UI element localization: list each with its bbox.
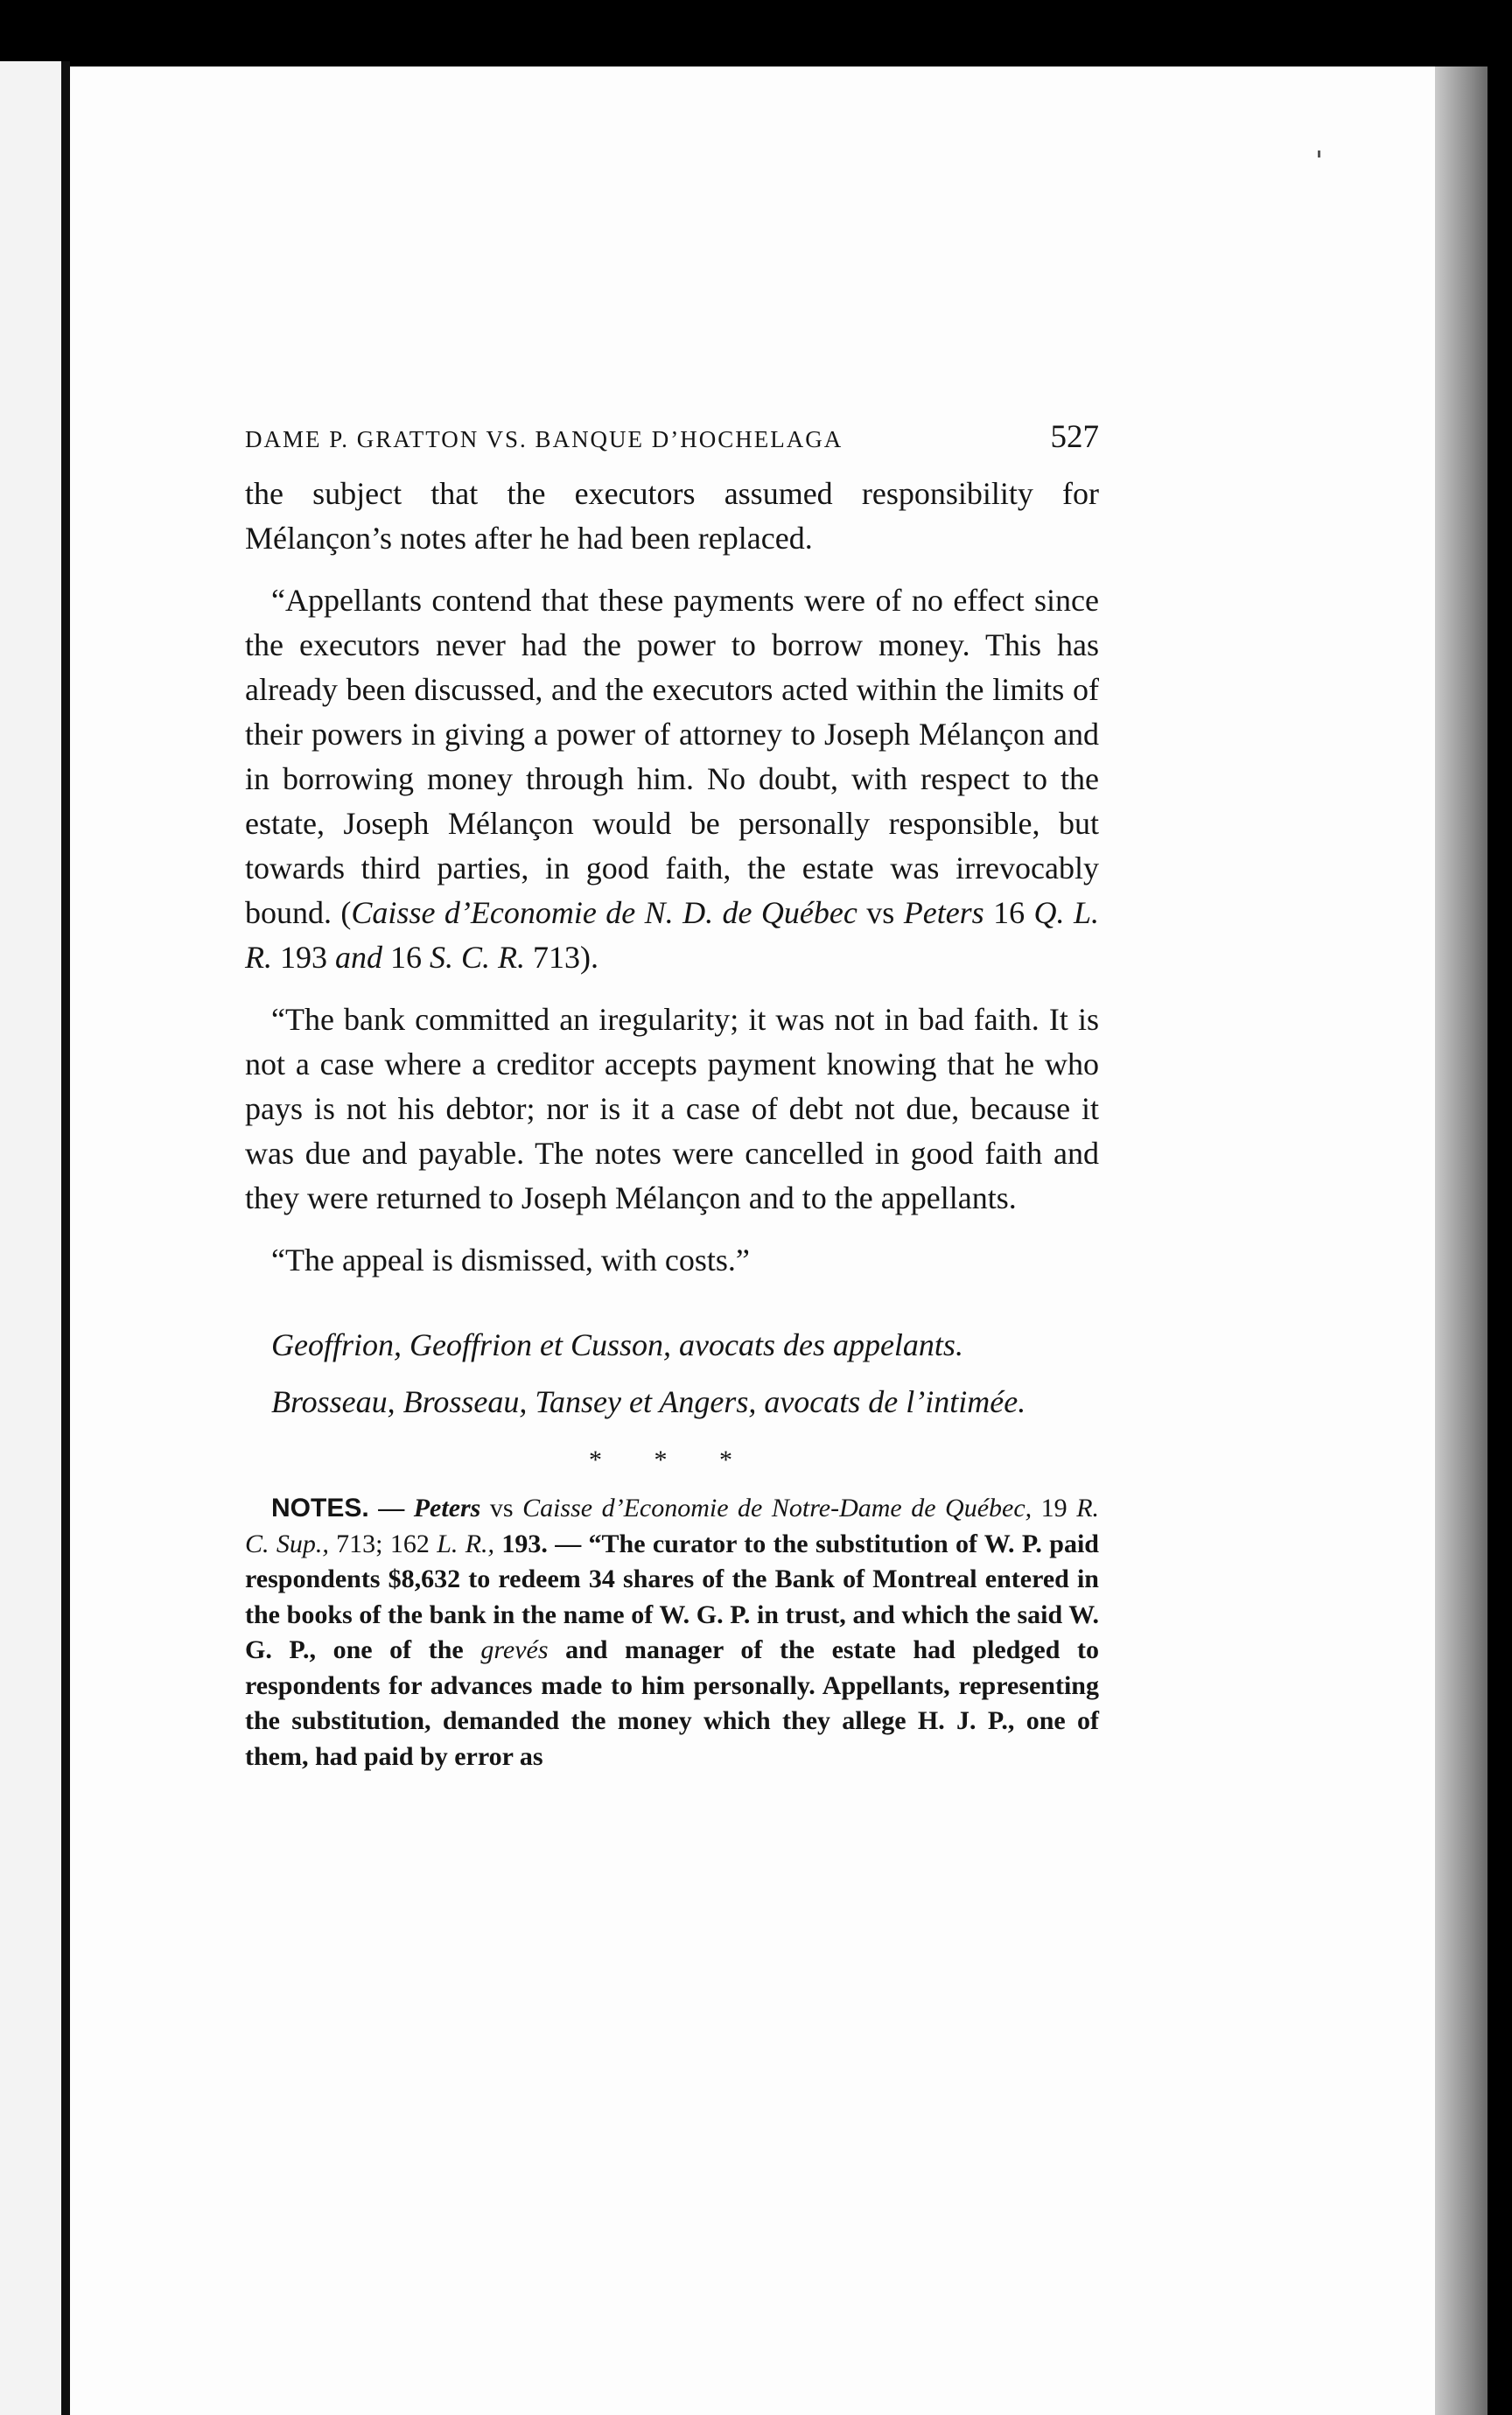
citation-qlr: Q. L. R. xyxy=(245,895,1099,975)
notes-text-1: 193. — “The curator to the substitution of W. P. paid respondents $8,632 to redeem 34 shares of the Bank of Montreal entered in the books of the bank in the name of W. G. P. in trust, and which the said W. G. P., one of the xyxy=(245,1529,1099,1664)
section-separator: * * * xyxy=(589,1446,755,1474)
notes-greves: grevés xyxy=(480,1635,549,1664)
running-title: DAME P. GRATTON VS. BANQUE D’HOCHELAGA xyxy=(245,426,844,452)
citation-page-1: 193 xyxy=(272,940,335,975)
running-header xyxy=(245,418,1099,456)
notes-vs: vs xyxy=(480,1494,523,1522)
citation-peters: Peters xyxy=(903,895,984,930)
notes-reporter-1: R. C. Sup., xyxy=(245,1494,1100,1558)
page-number: 527 xyxy=(1050,419,1099,455)
paragraph-4: “The appeal is dismissed, with costs.” xyxy=(271,1242,750,1278)
notes-case-name: Peters xyxy=(413,1494,481,1522)
notes-reporter-2: L. R., xyxy=(437,1529,495,1558)
counsel-respondent: Brosseau, Brosseau, Tansey et Angers, avocats de l’intimée. xyxy=(271,1384,1026,1419)
citation-volume-1: 16 xyxy=(984,895,1034,930)
scan-speck xyxy=(1318,150,1320,158)
notes-case-cite: Caisse d’Economie de Notre-Dame de Québec, xyxy=(522,1494,1032,1522)
paragraph-2 xyxy=(245,578,1099,980)
paragraph-2-text: “Appellants contend that these payments were of no effect since the executors never had the power to borrow money. This has already been discussed, and the executors acted within the limits of their powers in giving a power of attorney to Joseph Mélançon and in borrowing money through him. No doubt, with respect to the estate, Joseph Mélançon would be personally responsible, but towards third parties, in good faith, the estate was irrevocably bound. ( xyxy=(245,583,1099,930)
notes-ref-1: 19 xyxy=(1032,1494,1077,1522)
citation-end: 713). xyxy=(525,940,599,975)
citation-scr: S. C. R. xyxy=(430,940,526,975)
citation-and: and xyxy=(335,940,382,975)
citation-vs: vs xyxy=(857,895,904,930)
notes-text-2: and manager of the estate had pledged to respondents for advances made to him personally. Appellants, representing the substitution, demanded the money which they allege H. J. P., one of them, had paid by error as xyxy=(245,1635,1099,1771)
notes-dash: — xyxy=(368,1494,414,1522)
paragraph-3: “The bank committed an iregularity; it was not in bad faith. It is not a case where a creditor accepts payment knowing that he who pays is not his debtor; nor is it a case of debt not due, because it was due and payable. The notes were cancelled in good faith and they were returned to Joseph Mélançon and to the appellants. xyxy=(245,1002,1099,1215)
notes-paragraph xyxy=(245,1491,1099,1774)
citation-caisse: Caisse d’Economie de N. D. de Québec xyxy=(351,895,858,930)
paragraph-1: the subject that the executors assumed responsibility for Mélançon’s notes after he had been replaced. xyxy=(245,476,1099,556)
notes-label: NOTES. xyxy=(271,1494,369,1522)
counsel-appellants: Geoffrion, Geoffrion et Cusson, avocats des appelants. xyxy=(271,1327,963,1362)
citation-volume-2: 16 xyxy=(382,940,430,975)
page-content xyxy=(245,418,1099,1774)
page-edge-shadow xyxy=(1435,66,1488,2415)
adjacent-page-edge xyxy=(0,61,70,2415)
notes-ref-2: 713; 162 xyxy=(328,1529,438,1558)
